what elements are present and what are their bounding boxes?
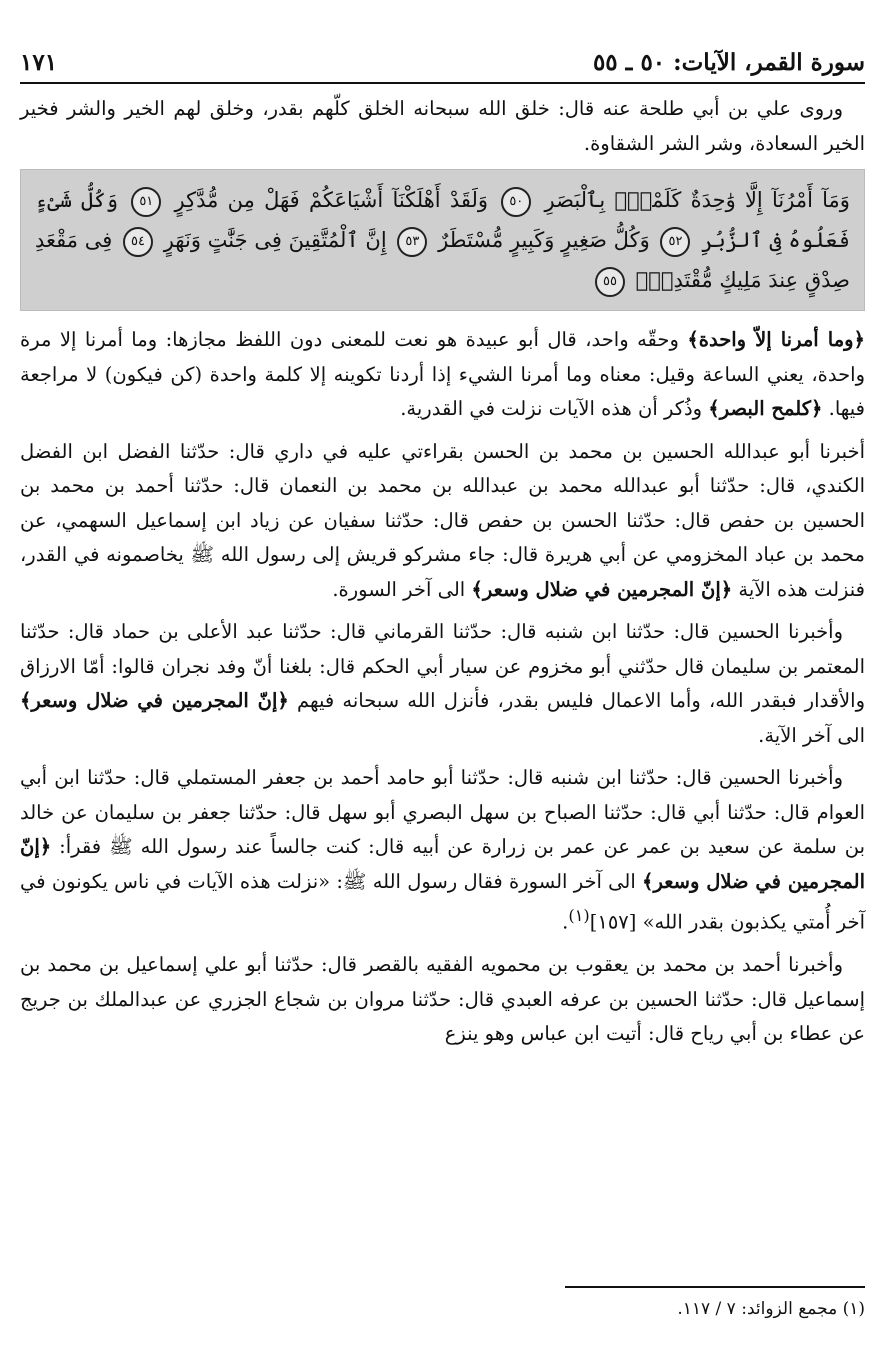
paragraph-2-text-a: وحقّه واحد، قال أبو عبيدة هو نعت للمعنى دون اللفظ مجازها: وما أمرنا إلا مرة واحدة، يعني الساعة وقيل: معناه وما أمرنا الشيء إذا أردنا تكوينه إلا كلمة واحدة (كن فيكون) لا مراجعة فيها.	[20, 328, 865, 420]
paragraph-4	[20, 615, 865, 753]
body-text	[20, 92, 865, 1060]
paragraph-3-text-b: الى آخر السورة.	[332, 577, 472, 601]
quote-wama-amruna: ﴿وما أمرنا إلاّ واحدة﴾	[687, 328, 865, 351]
paragraph-2	[20, 323, 865, 427]
paragraph-6: وأخبرنا أحمد بن محمد بن يعقوب بن محمويه الفقيه بالقصر قال: حدّثنا أبو علي إسماعيل بن محمد بن إسماعيل قال: حدّثنا الحسين بن عرفه العبدي قال: حدّثنا مروان بن شجاع الجزري عن عبدالملك بن جريج عن عطاء بن أبي رياح قال: أتيت ابن عباس وهو ينزع	[20, 953, 865, 1045]
ayah-54-text: إِنَّ ٱلْمُتَّقِينَ فِى جَنَّٰتٍ وَنَهَرٍ	[163, 228, 387, 252]
paragraph-1: وروى علي بن أبي طلحة عنه قال: خلق الله سبحانه الخلق كلّهم بقدر، وخلق لهم الخير والشر فخير الخير السعادة، وشر الشر الشقاوة.	[20, 97, 865, 155]
ayah-51-marker: ٥١	[131, 187, 161, 217]
ayah-51-text: وَلَقَدْ أَهْلَكْنَآ أَشْيَاعَكُمْ فَهَلْ مِن مُّدَّكِرٍ	[174, 188, 489, 212]
ayah-52-marker: ٥٢	[660, 227, 690, 257]
ayah-55-marker: ٥٥	[595, 267, 625, 297]
quote-inna-almujrimin: ﴿إنّ المجرمين في ضلال وسعر﴾	[20, 689, 289, 712]
footnote: (١) مجمع الزوائد: ٧ / ١١٧.	[677, 1299, 865, 1319]
ayah-52-text: وَكُلُّ شَىْءٍ فَعَلُوهُ فِى ٱلزُّبُرِ	[35, 188, 850, 252]
paragraph-5-text-b: الى آخر السورة فقال رسول الله ﷺ: «نزلت هذه الآيات في ناس يكونون في آخر أُمتي يكذبون بقدر الله» [١٥٧]	[20, 869, 865, 934]
ayah-50-marker: ٥٠	[501, 187, 531, 217]
footnote-rule	[565, 1286, 865, 1288]
paragraph-4-text-a: وأخبرنا الحسين قال: حدّثنا ابن شنبه قال: حدّثنا القرماني قال: حدّثنا عبد الأعلى بن حماد قال: حدّثنا المعتمر بن سليمان قال حدّثني أبو مخزوم عن سيار أبي الحكم قال: بلغنا أنّ وفد نجران قالوا: أمّا الارزاق والأقدار فبقدر الله، وأما الاعمال فليس بقدر، فأنزل الله سبحانه فيهم	[20, 620, 865, 712]
page-number: ١٧١	[20, 49, 58, 76]
quote-kalamh-albasar: ﴿كلمح البصر﴾	[708, 397, 823, 420]
paragraph-3	[20, 435, 865, 608]
paragraph-2-text-b: وذُكر أن هذه الآيات نزلت في القدرية.	[400, 397, 709, 420]
ayah-53-marker: ٥٣	[397, 227, 427, 257]
quote-inna-almujrimin: ﴿إنّ المجرمين في ضلال وسعر﴾	[471, 577, 733, 601]
paragraph-5: وأخبرنا الحسين قال: حدّثنا ابن شنبه قال: حدّثنا أبو حامد أحمد بن جعفر المستملي قال: حدّثنا ابن أبي العوام قال: حدّثنا أبي قال: حدّثنا الصباح بن سهل البصري أبو سهل قال: حدّثنا جعفر بن سليمان عن خالد بن سلمة عن سعيد بن عمر عن عمر بن زرارة عن أبيه قال: كنت جالساً عند رسول الله ﷺ فقرأ: ﴿إنّ المجرمين في ضلال وسعر﴾ الى آخر السورة فقال رسول الله ﷺ: «نزلت هذه الآيات في ناس يكونون في آخر أُمتي يكذبون بقدر الله» [١٥٧]$^{(١)}$.	[20, 766, 865, 934]
ayah-50-text: وَمَآ أَمْرُنَآ إِلَّا وَٰحِدَةٌ كَلَمْحٍۭ بِٱلْبَصَرِ	[544, 188, 850, 212]
header-rule	[20, 82, 865, 84]
paragraph-3-text-a: أخبرنا أبو عبدالله الحسين بن محمد بن الحسن بقراءتي عليه في داري قال: حدّثنا الفضل ابن الفضل الكندي، قال: حدّثنا أبو عبدالله محمد بن عبدالله بن محمد بن النعمان قال: حدّثنا أحمد بن محمد بن الحسين بن حفص قال: حدّثنا الحسن بن حفص قال: حدّثنا سفيان عن زياد ابن إسماعيل السهمي، عن محمد بن عباد المخزومي عن أبي هريرة قال: جاء مشركو قريش إلى رسول الله ﷺ يخاصمونه في القدر، فنزلت هذه الآية	[20, 439, 865, 601]
quote-inna-almujrimin: ﴿إنّ المجرمين في ضلال وسعر﴾	[20, 835, 865, 893]
ayah-55-text: فِى مَقْعَدِ صِدْقٍ عِندَ مَلِيكٍ مُّقْتَدِرٍۭ	[35, 228, 850, 292]
paragraph-4-text-b: الى آخر الآية.	[758, 723, 865, 747]
ayah-53-text: وَكُلُّ صَغِيرٍ وَكَبِيرٍ مُّسْتَطَرٌ	[438, 228, 650, 252]
paragraph-5-text-a: وأخبرنا الحسين قال: حدّثنا ابن شنبه قال: حدّثنا أبو حامد أحمد بن جعفر المستملي قال: حدّثنا ابن أبي العوام قال: حدّثنا أبي قال: حدّثنا الصباح بن سهل البصري أبو سهل قال: حدّثنا جعفر بن سليمان عن خالد بن سلمة عن سعيد بن عمر عن عمر بن زرارة عن أبيه قال: كنت جالساً عند رسول الله ﷺ فقرأ:	[20, 766, 865, 858]
quran-verse-box	[20, 169, 865, 311]
page-header	[20, 36, 865, 76]
ayah-54-marker: ٥٤	[123, 227, 153, 257]
running-title: سورة القمر، الآيات: ٥٠ ـ ٥٥	[592, 49, 865, 76]
footnote-ref: (١)	[568, 906, 590, 925]
